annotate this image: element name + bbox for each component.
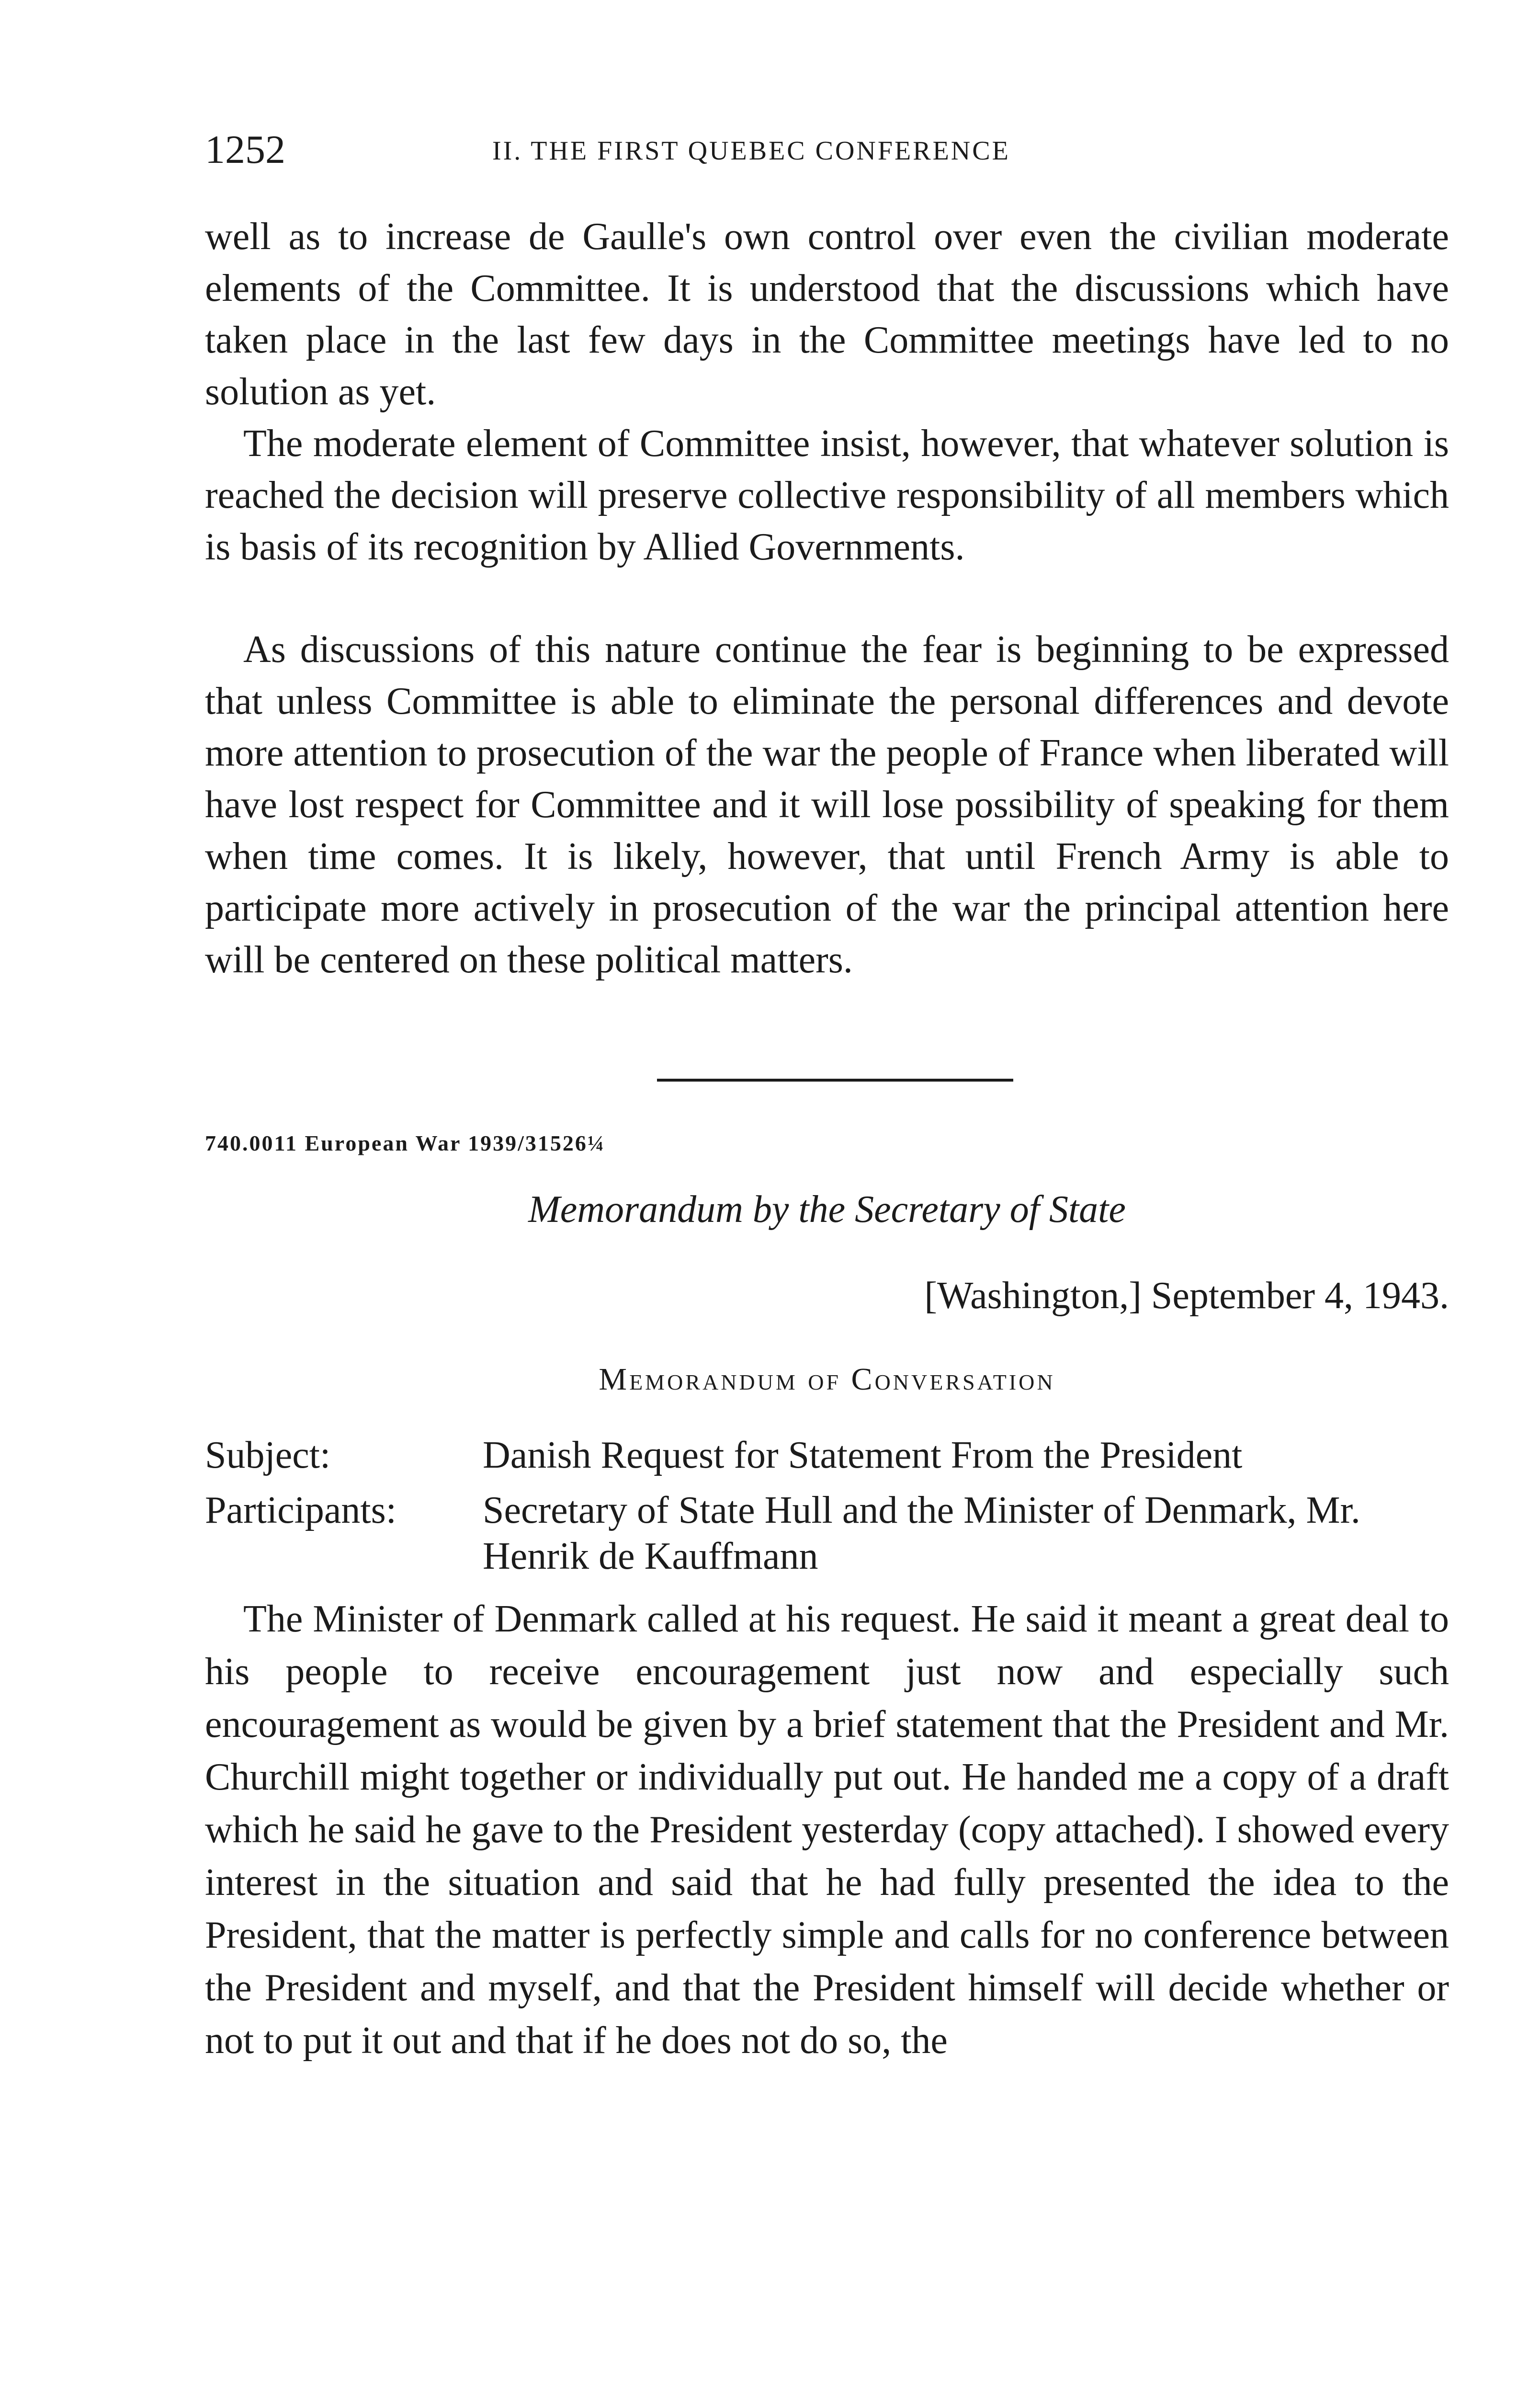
participants-row [205, 1487, 1449, 1579]
subject-label: Subject: [205, 1434, 331, 1476]
running-head: II. THE FIRST QUEBEC CONFERENCE [492, 136, 1010, 166]
subject-row [205, 1432, 1449, 1478]
paragraph-moderate-element: The moderate element of Committee insist, however, that whatever solution is reached the decision will preserve collective responsibility of all members which is basis of its recognition by Allied Governments. [205, 422, 1449, 568]
subject-value: Danish Request for Statement From the President [483, 1434, 1243, 1476]
memo-date-line: [Washington,] September 4, 1943. [924, 1275, 1449, 1317]
memo-heading: Memorandum of Conversation [599, 1362, 1055, 1397]
page-number: 1252 [205, 127, 285, 172]
section-divider [657, 1079, 1013, 1082]
paragraph-minister-visit: The Minister of Denmark called at his request. He said it meant a great deal to his people to receive encouragement just now and especially such encouragement as would be given by a brief statement that the President and Mr. Churchill might together or individually put out. He handed me a copy of a draft which he said he gave to the President yesterday (copy attached). I showed every interest in the situation and said that he had fully presented the idea to the President, that the matter is perfectly simple and calls for no conference between the President and myself, and that the President himself will decide whether or not to put it out and that if he does not do so, the [205, 1598, 1449, 2062]
page-header [205, 124, 1187, 176]
paragraph-continuation: well as to increase de Gaulle's own control over even the civilian moderate elements of the Committee. It is understood that the discussions which have taken place in the last few days in the Committee meetings have led to no solution as yet. [205, 216, 1449, 413]
paragraph-discussions-fear: As discussions of this nature continue the fear is beginning to be expressed that unless Committee is able to eliminate the personal differences and devote more attention to prosecution of the war the people of France when liberated will have lost respect for Committee and it will lose possibility of speaking for them when time comes. It is likely, however, that until French Army is able to participate more actively in prosecution of the war the principal attention here will be centered on these political matters. [205, 628, 1449, 981]
participants-value: Secretary of State Hull and the Minister of Denmark, Mr. Henrik de Kauffmann [483, 1489, 1360, 1577]
file-reference: 740.0011 European War 1939/31526¼ [205, 1131, 606, 1155]
memo-title: Memorandum by the Secretary of State [528, 1188, 1126, 1231]
participants-label: Participants: [205, 1489, 396, 1531]
